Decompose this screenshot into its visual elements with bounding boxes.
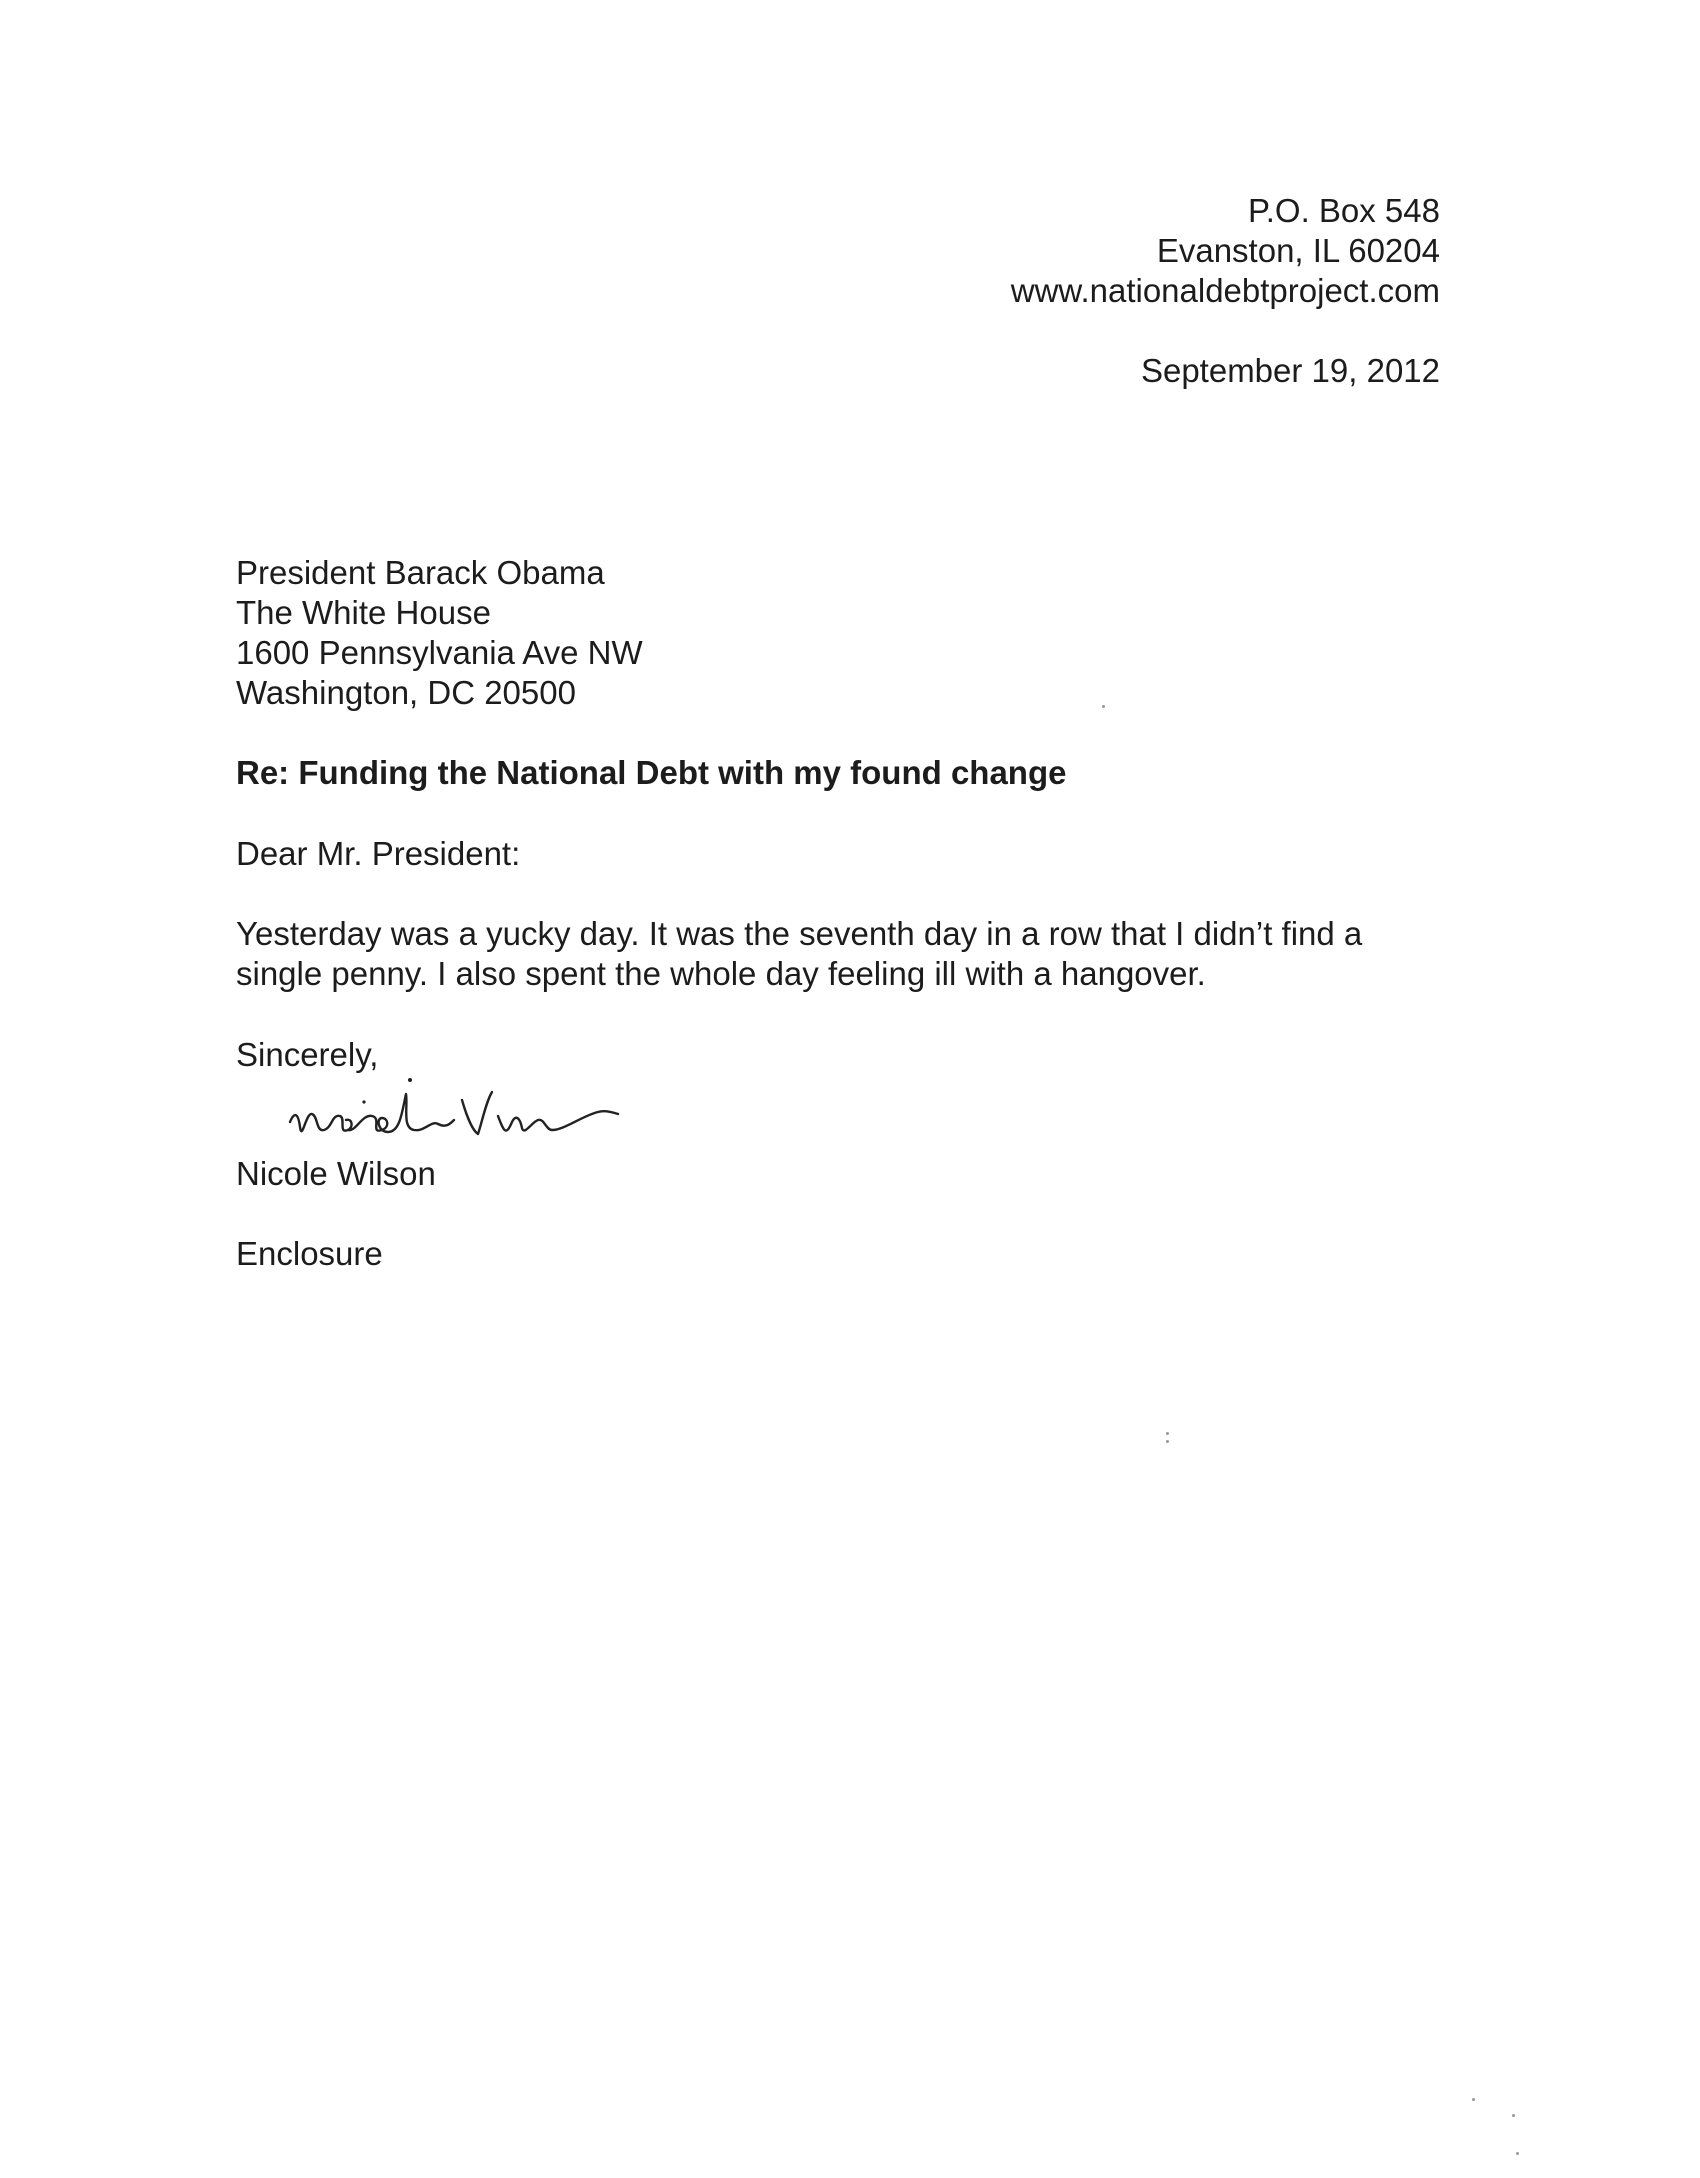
letter-date: September 19, 2012 xyxy=(1140,352,1440,389)
salutation: Dear Mr. President: xyxy=(236,835,521,872)
body-line-1: Yesterday was a yucky day. It was the seventh day in a row that I didn’t find a xyxy=(236,915,1363,952)
signer-name: Nicole Wilson xyxy=(236,1155,436,1192)
recipient-city: Washington, DC 20500 xyxy=(236,674,576,711)
body-line-2: single penny. I also spent the whole day feeling ill with a hangover. xyxy=(236,955,1206,992)
scan-speck xyxy=(1472,2098,1475,2101)
scan-speck xyxy=(1516,2152,1519,2155)
sender-address-line1: P.O. Box 548 xyxy=(1247,192,1440,229)
recipient-name: President Barack Obama xyxy=(236,554,605,591)
subject-line: Re: Funding the National Debt with my found change xyxy=(236,754,1067,791)
scan-speck xyxy=(1166,1432,1169,1435)
scan-speck xyxy=(1166,1440,1169,1443)
scan-speck xyxy=(1102,705,1105,708)
closing: Sincerely, xyxy=(236,1036,379,1073)
sender-address-line2: Evanston, IL 60204 xyxy=(1156,232,1440,269)
scan-speck xyxy=(1512,2114,1515,2117)
sender-website: www.nationaldebtproject.com xyxy=(1010,272,1440,309)
recipient-street: 1600 Pennsylvania Ave NW xyxy=(236,634,643,671)
enclosure-note: Enclosure xyxy=(236,1235,383,1272)
recipient-organization: The White House xyxy=(236,594,491,631)
